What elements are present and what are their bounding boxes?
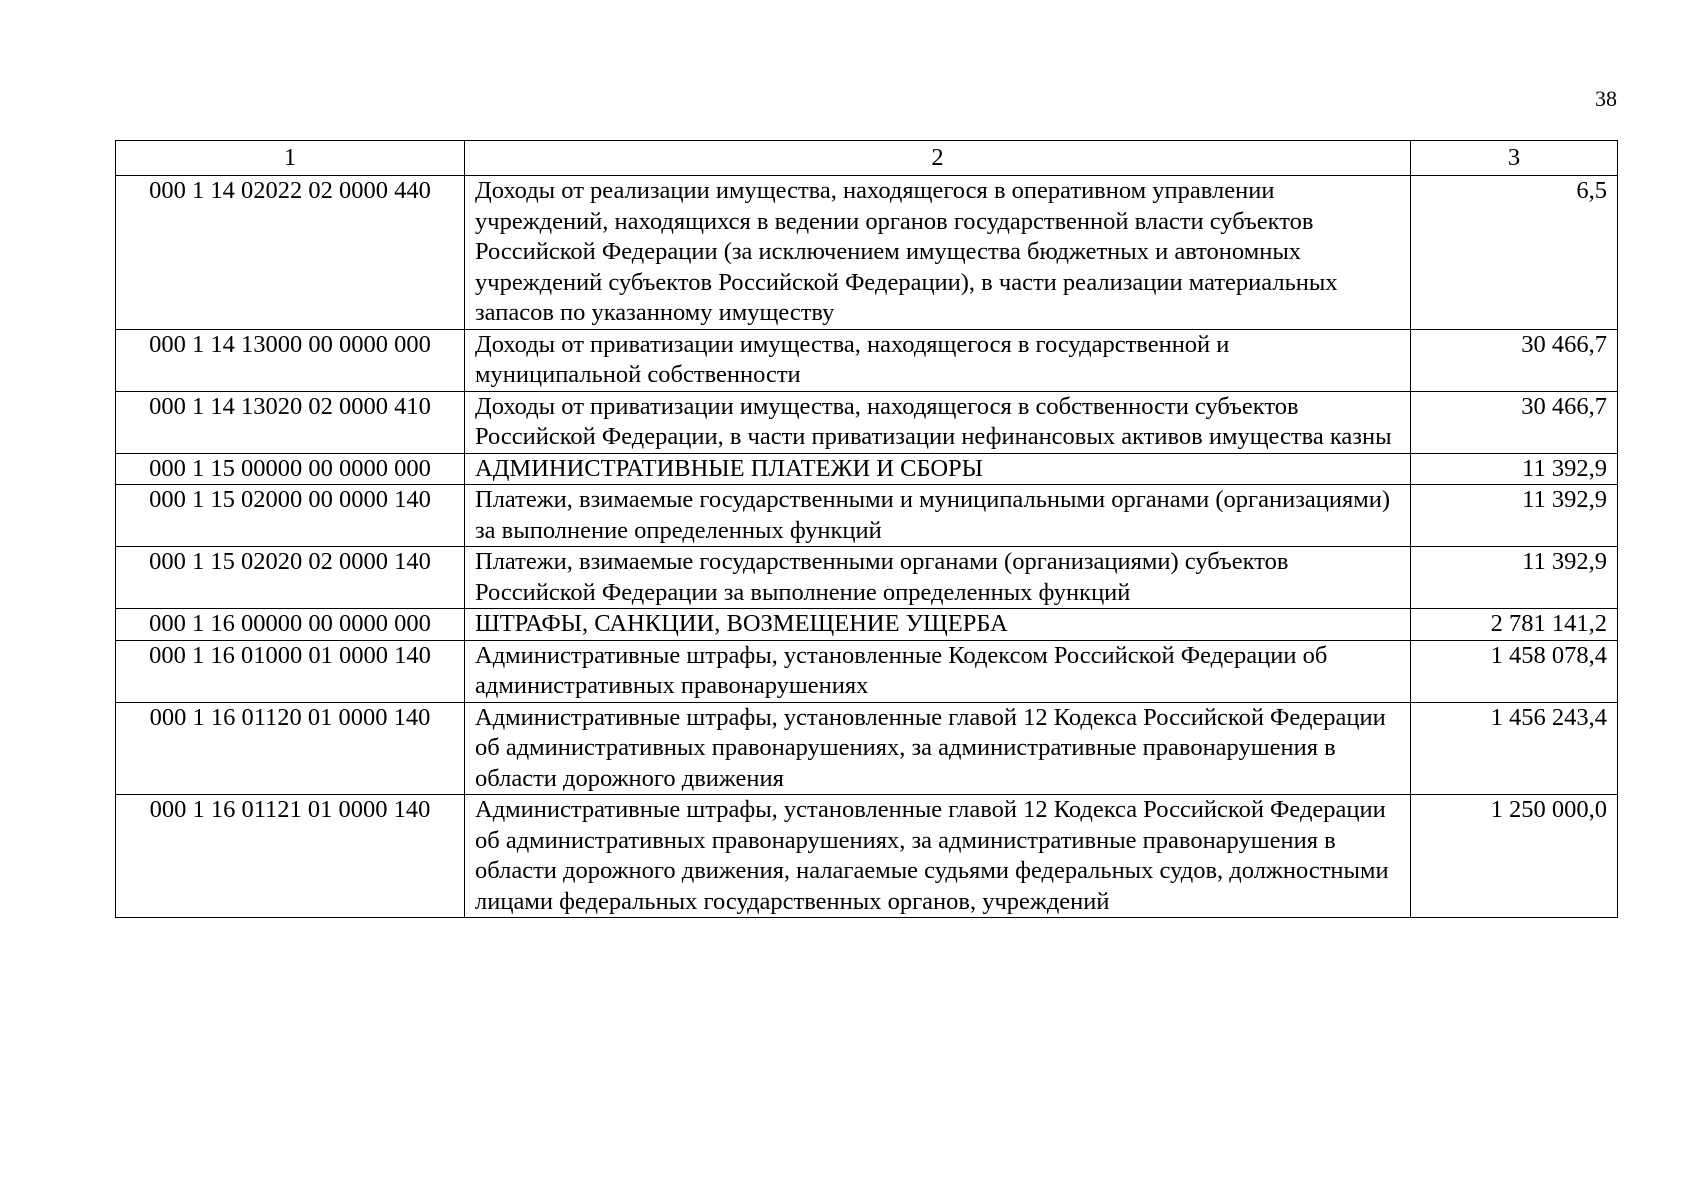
table-row	[116, 391, 1618, 453]
table-header-row	[116, 141, 1618, 176]
budget-code: 000 1 14 13020 02 0000 410	[116, 391, 465, 453]
revenue-name: Доходы от приватизации имущества, находящегося в собственности субъектов Российской Федерации, в части приватизации нефинансовых активов имущества казны	[465, 391, 1411, 453]
budget-code: 000 1 16 01000 01 0000 140	[116, 640, 465, 702]
budget-code: 000 1 15 00000 00 0000 000	[116, 453, 465, 485]
revenue-table	[115, 140, 1618, 918]
column-header-name: 2	[465, 141, 1411, 176]
revenue-name: Платежи, взимаемые государственными и муниципальными органами (организациями) за выполнение определенных функций	[465, 485, 1411, 547]
table-row	[116, 329, 1618, 391]
budget-code: 000 1 16 00000 00 0000 000	[116, 609, 465, 641]
budget-code: 000 1 14 02022 02 0000 440	[116, 176, 465, 330]
revenue-amount: 2 781 141,2	[1411, 609, 1618, 641]
table-row	[116, 176, 1618, 330]
revenue-amount: 11 392,9	[1411, 547, 1618, 609]
revenue-name: Доходы от реализации имущества, находящегося в оперативном управлении учреждений, находящихся в ведении органов государственной власти субъектов Российской Федерации (за исключением имущества бюджетных и автономных учреждений субъектов Российской Федерации), в части реализации материальных запасов по указанному имуществу	[465, 176, 1411, 330]
revenue-amount: 1 250 000,0	[1411, 795, 1618, 918]
budget-code: 000 1 14 13000 00 0000 000	[116, 329, 465, 391]
column-header-code: 1	[116, 141, 465, 176]
revenue-name: Платежи, взимаемые государственными органами (организациями) субъектов Российской Федерации за выполнение определенных функций	[465, 547, 1411, 609]
revenue-name: Доходы от приватизации имущества, находящегося в государственной и муниципальной собственности	[465, 329, 1411, 391]
revenue-amount: 30 466,7	[1411, 391, 1618, 453]
budget-code: 000 1 15 02000 00 0000 140	[116, 485, 465, 547]
revenue-amount: 1 458 078,4	[1411, 640, 1618, 702]
page-number: 38	[1595, 86, 1617, 111]
budget-code: 000 1 15 02020 02 0000 140	[116, 547, 465, 609]
budget-code: 000 1 16 01120 01 0000 140	[116, 702, 465, 795]
revenue-name: Административные штрафы, установленные главой 12 Кодекса Российской Федерации об административных правонарушениях, за административные правонарушения в области дорожного движения	[465, 702, 1411, 795]
revenue-amount: 30 466,7	[1411, 329, 1618, 391]
table-row	[116, 485, 1618, 547]
table-row	[116, 547, 1618, 609]
revenue-amount: 1 456 243,4	[1411, 702, 1618, 795]
revenue-name: Административные штрафы, установленные Кодексом Российской Федерации об административных правонарушениях	[465, 640, 1411, 702]
revenue-name: ШТРАФЫ, САНКЦИИ, ВОЗМЕЩЕНИЕ УЩЕРБА	[465, 609, 1411, 641]
revenue-name: Административные штрафы, установленные главой 12 Кодекса Российской Федерации об административных правонарушениях, за административные правонарушения в области дорожного движения, налагаемые судьями федеральных судов, должностными лицами федеральных государственных органов, учреждений	[465, 795, 1411, 918]
revenue-amount: 11 392,9	[1411, 453, 1618, 485]
table-row	[116, 609, 1618, 641]
budget-code: 000 1 16 01121 01 0000 140	[116, 795, 465, 918]
table-row	[116, 453, 1618, 485]
table-row	[116, 702, 1618, 795]
table-row	[116, 795, 1618, 918]
table-row	[116, 640, 1618, 702]
revenue-name: АДМИНИСТРАТИВНЫЕ ПЛАТЕЖИ И СБОРЫ	[465, 453, 1411, 485]
column-header-amount: 3	[1411, 141, 1618, 176]
revenue-amount: 6,5	[1411, 176, 1618, 330]
revenue-amount: 11 392,9	[1411, 485, 1618, 547]
